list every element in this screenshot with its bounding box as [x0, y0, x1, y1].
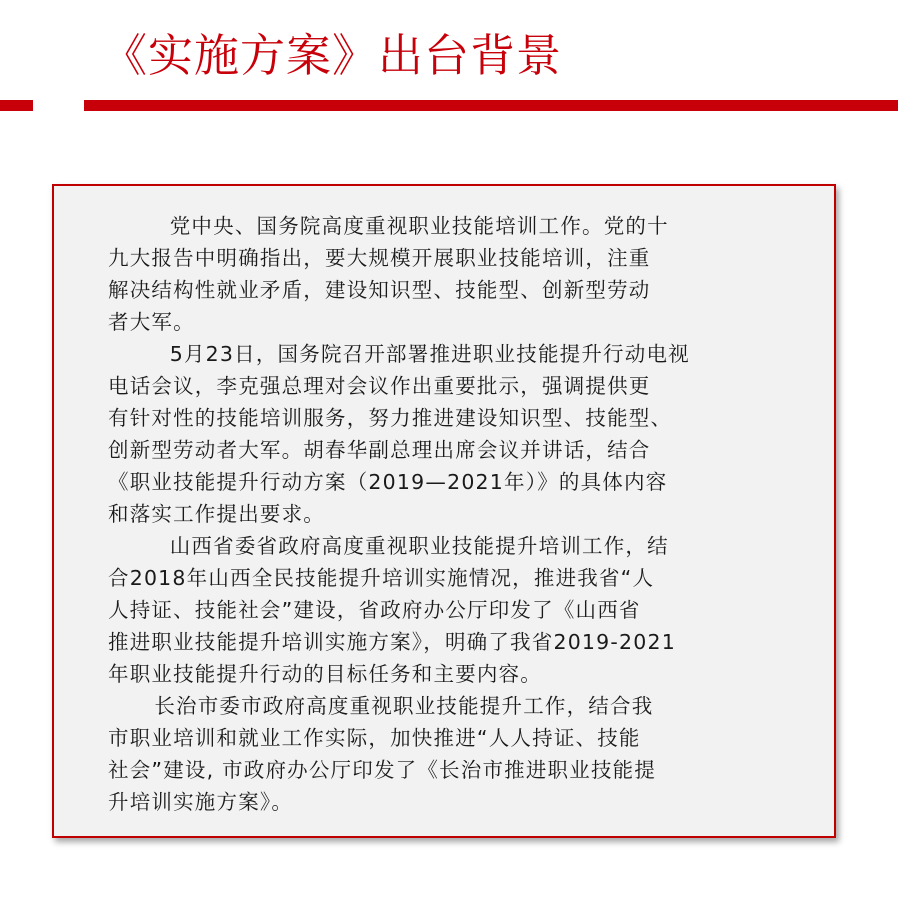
title-rule-right: [84, 100, 898, 111]
paragraph-shanxi-province: 山西省委省政府高度重视职业技能提升培训工作，结 合2018年山西全民技能提升培训实施情况，推进我省“人 人持证、技能社会”建设，省政府办公厅印发了《山西省 推进职业技能提升培训实施方案》，明确了我省2019-2021 年职业技能提升行动的目标任务和主要内容。: [108, 534, 676, 686]
paragraph-central-government: 党中央、国务院高度重视职业技能培训工作。党的十 九大报告中明确指出，要大规模开展职业技能培训，注重 解决结构性就业矛盾，建设知识型、技能型、创新型劳动 者大军。: [108, 214, 669, 334]
paragraph-changzhi-city: 长治市委市政府高度重视职业技能提升工作，结合我 市职业培训和就业工作实际，加快推进“人人持证、技能 社会”建设, 市政府办公厅印发了《长治市推进职业技能提 升培训实施方案》。: [108, 694, 657, 814]
title-rule-left: [0, 100, 33, 111]
slide-title: 《实施方案》出台背景: [102, 29, 563, 82]
paragraph-state-council-meeting: 5月23日，国务院召开部署推进职业技能提升行动电视 电话会议，李克强总理对会议作出重要批示，强调提供更 有针对性的技能培训服务，努力推进建设知识型、技能型、 创新型劳动者大军。胡春华副总理出席会议并讲话，结合 《职业技能提升行动方案（2019—2021年）》的具体内容 和落实工作提出要求。: [108, 342, 690, 526]
